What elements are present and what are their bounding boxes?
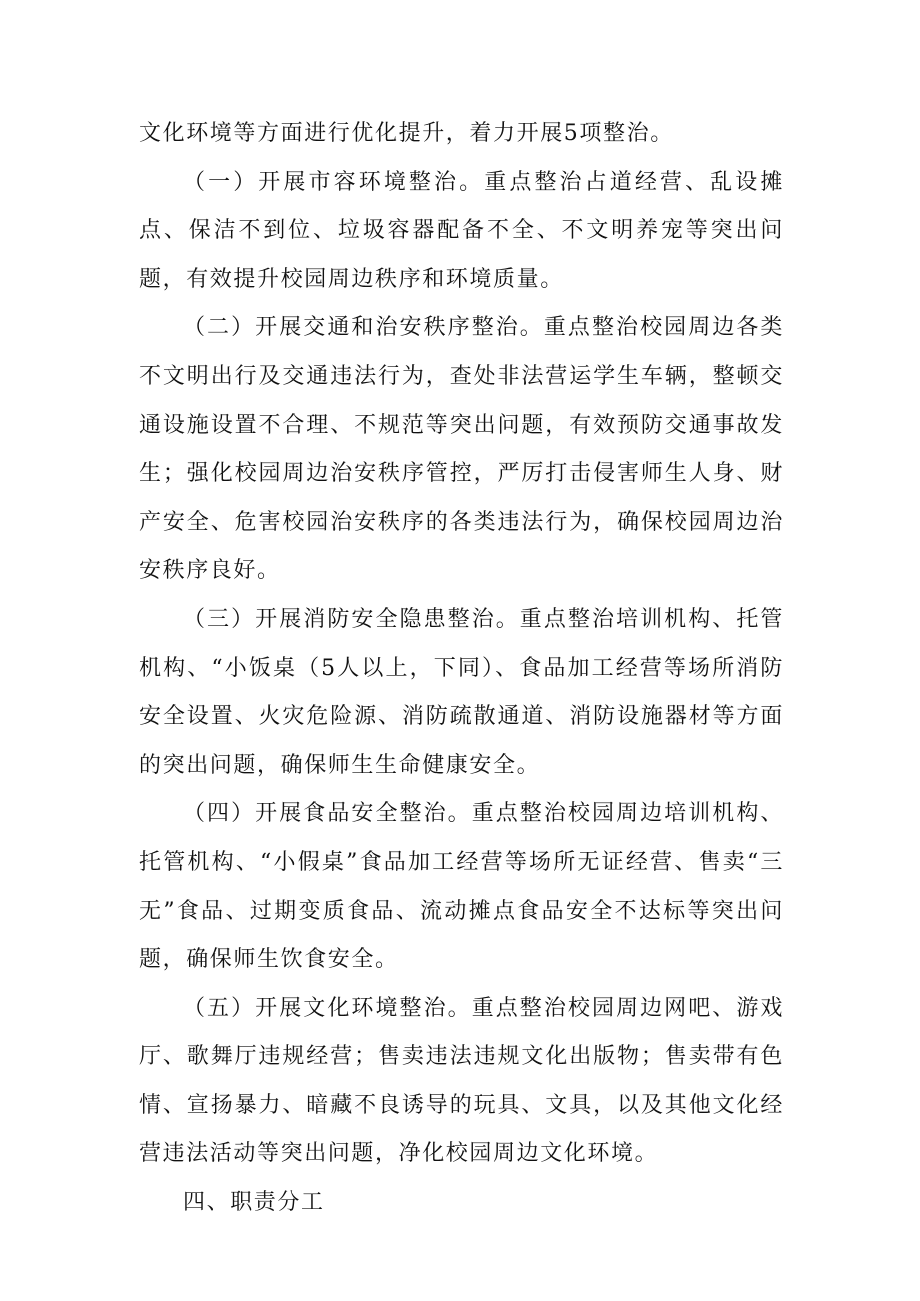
paragraph-item-1: （一）开展市容环境整治。重点整治占道经营、乱设摊点、保洁不到位、垃圾容器配备不全、不文明养宠等突出问题，有效提升校园周边秩序和环境质量。	[139, 169, 784, 292]
paragraph-item-2: （二）开展交通和治安秩序整治。重点整治校园周边各类不文明出行及交通违法行为，查处非法营运学生车辆，整顿交通设施设置不合理、不规范等突出问题，有效预防交通事故发生；强化校园周边治安秩序管控，严厉打击侵害师生人身、财产安全、危害校园治安秩序的各类违法行为，确保校园周边治安秩序良好。	[139, 315, 784, 584]
section-heading: 四、职责分工	[183, 1190, 325, 1216]
document-body	[139, 110, 784, 1228]
paragraph-item-4: （四）开展食品安全整治。重点整治校园周边培训机构、托管机构、“小假桌”食品加工经营等场所无证经营、售卖“三无”食品、过期变质食品、流动摊点食品安全不达标等突出问题，确保师生饮食安全。	[139, 801, 784, 973]
paragraph-intro-tail: 文化环境等方面进行优化提升，着力开展5项整治。	[139, 121, 674, 146]
paragraph-item-5: （五）开展文化环境整治。重点整治校园周边网吧、游戏厅、歌舞厅违规经营；售卖违法违规文化出版物；售卖带有色情、宣扬暴力、暗藏不良诱导的玩具、文具，以及其他文化经营违法活动等突出问题，净化校园周边文化环境。	[139, 995, 784, 1167]
paragraph-item-3: （三）开展消防安全隐患整治。重点整治培训机构、托管机构、“小饭桌（5人以上，下同）、食品加工经营等场所消防安全设置、火灾危险源、消防疏散通道、消防设施器材等方面的突出问题，确保师生生命健康安全。	[139, 606, 784, 778]
